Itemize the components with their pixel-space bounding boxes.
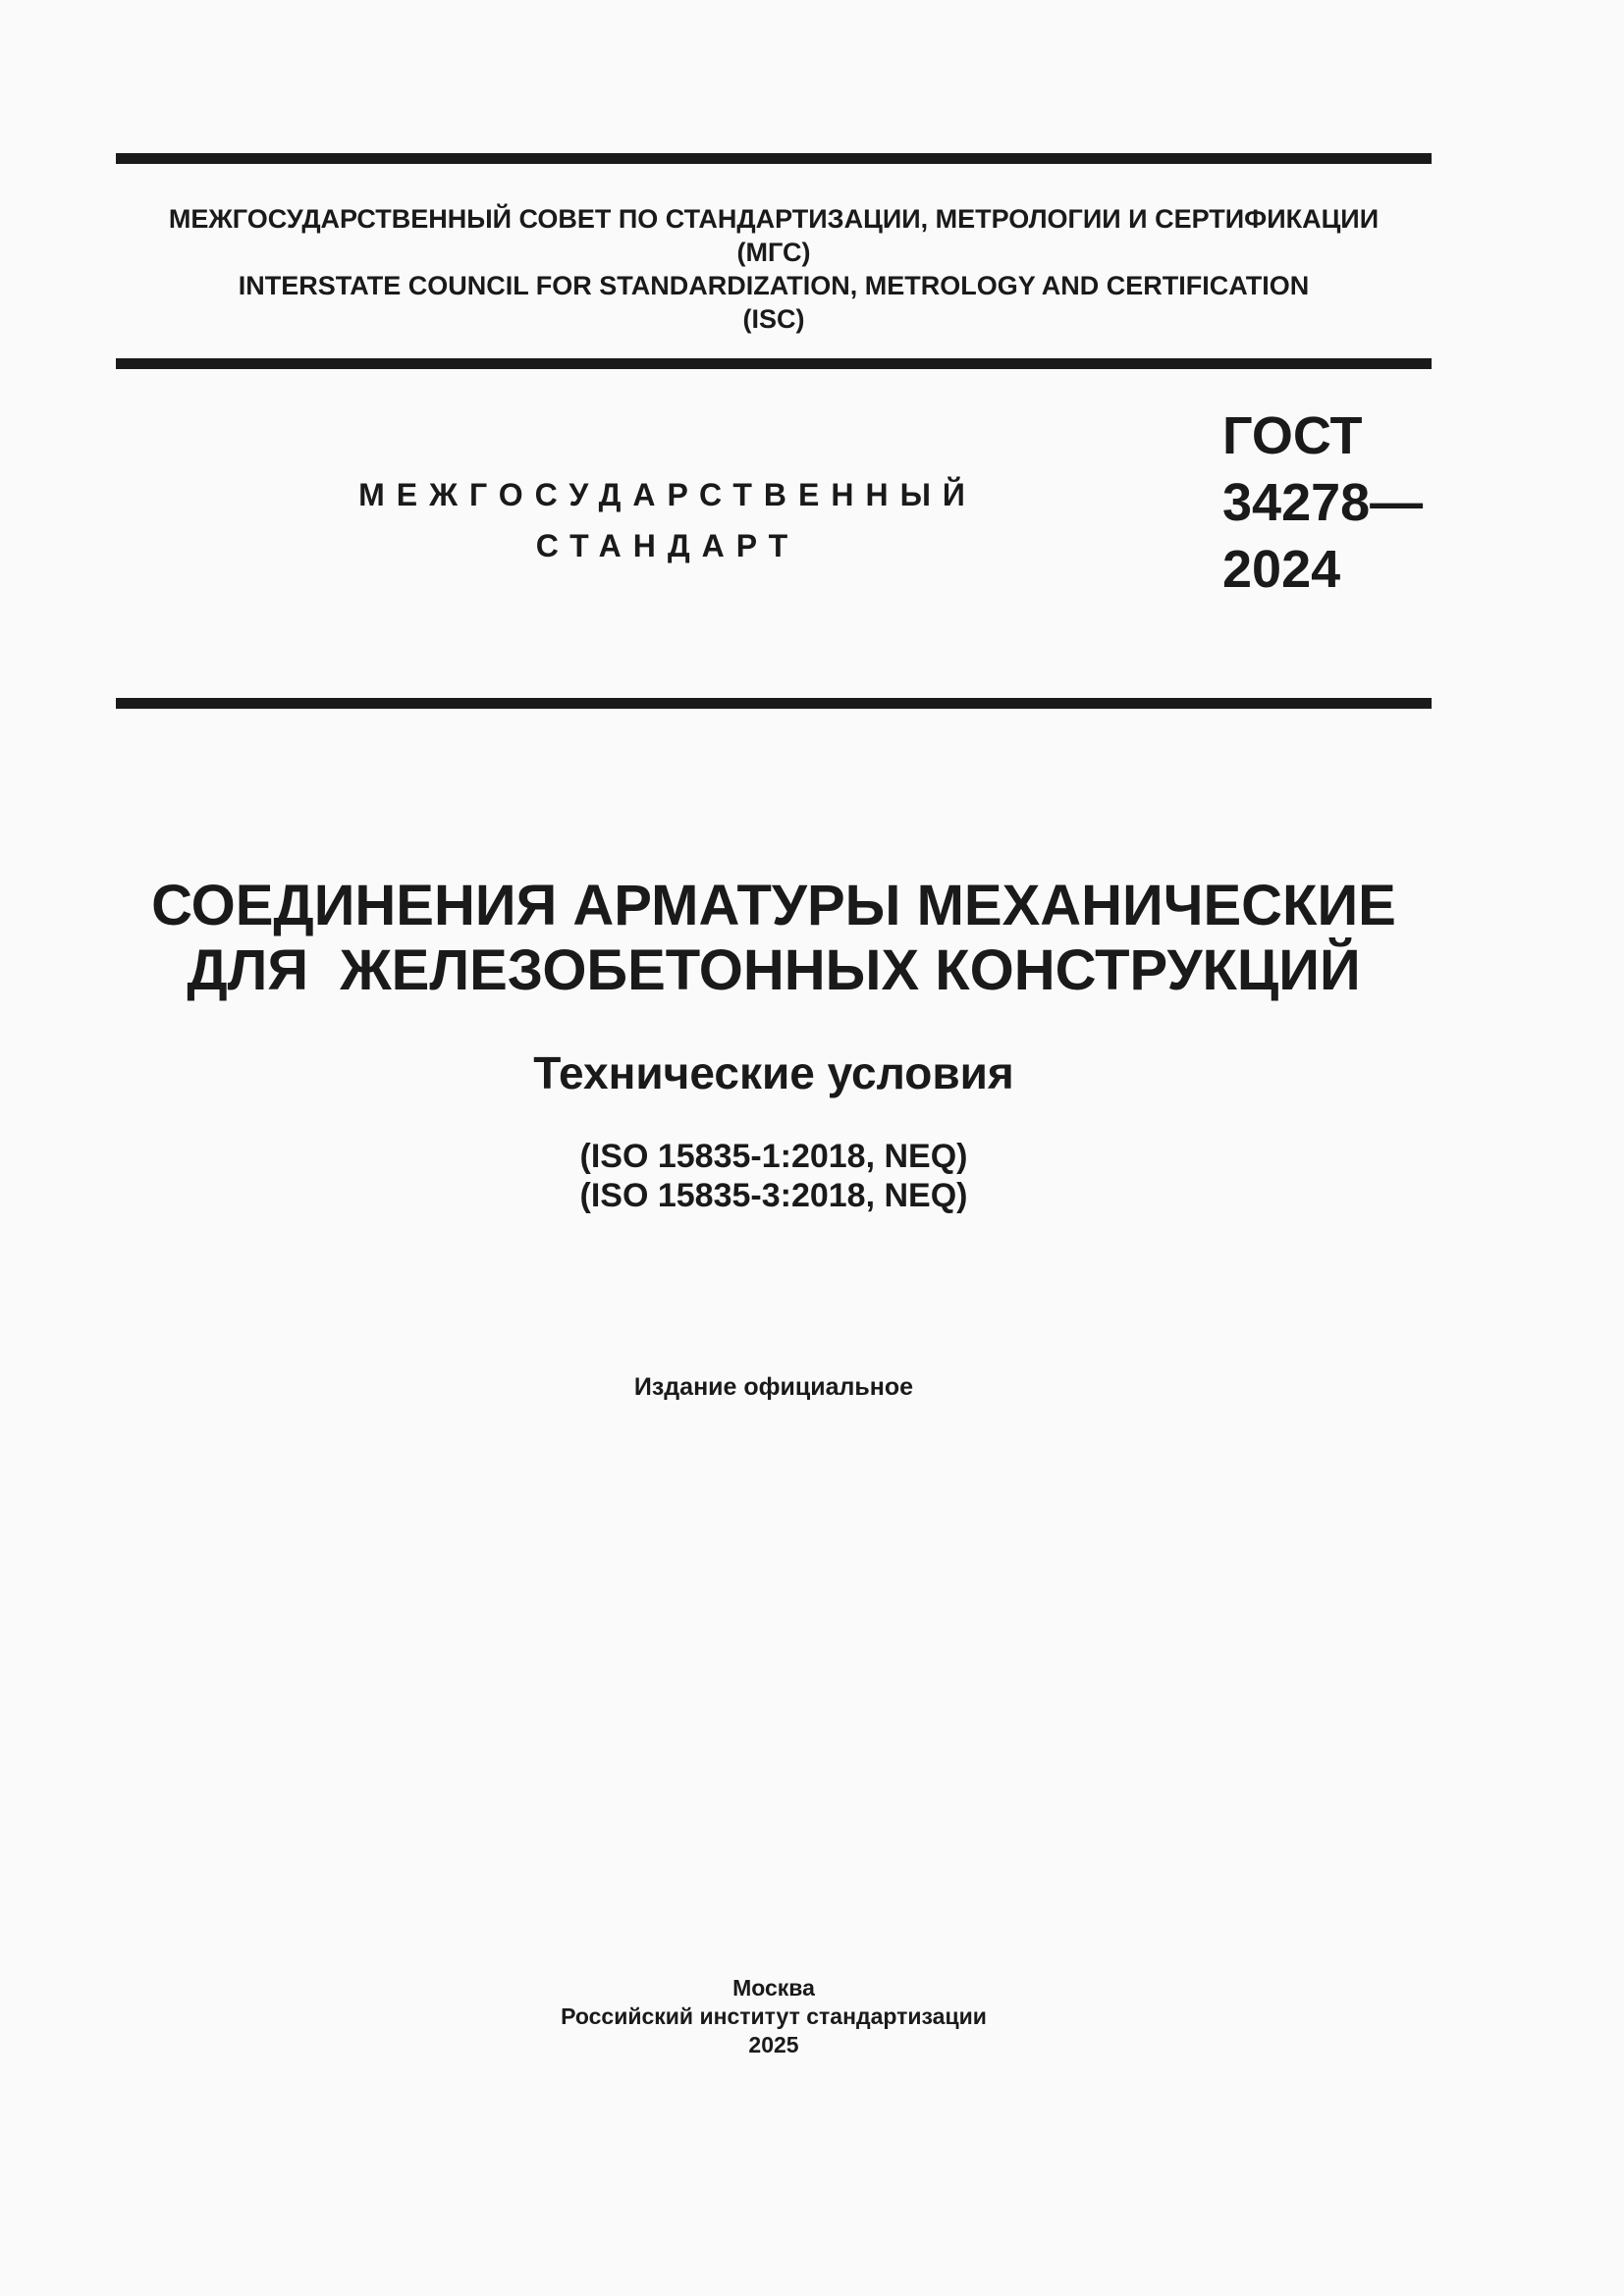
header-rule [116,358,1432,369]
imprint-city: Москва [732,1975,815,2001]
title-line-2: ДЛЯ ЖЕЛЕЗОБЕТОННЫХ КОНСТРУКЦИЙ [187,938,1361,1002]
imprint [116,1974,1432,2059]
gost-year: 2024 [1222,540,1341,599]
standard-type [295,469,1041,571]
document-title [116,874,1432,1003]
standard-type-line-2: СТАНДАРТ [535,528,800,563]
council-header [116,202,1432,336]
gost-number: 34278— [1222,473,1424,532]
imprint-year: 2025 [748,2032,799,2057]
edition-label: Издание официальное [633,1373,914,1401]
iso-references [116,1137,1432,1215]
imprint-publisher: Российский институт стандартизации [561,2003,987,2029]
document-subtitle: Технические условия [533,1047,1014,1098]
council-name-en: INTERSTATE COUNCIL FOR STANDARDIZATION, METROLOGY AND CERTIFICATION [238,271,1310,300]
gost-prefix: ГОСТ [1222,406,1363,465]
designation-rule [116,698,1432,709]
council-abbr-ru: (МГС) [736,238,811,267]
iso-reference-2: (ISO 15835-3:2018, NEQ) [579,1177,968,1214]
council-abbr-en: (ISC) [742,304,805,334]
iso-reference-1: (ISO 15835-1:2018, NEQ) [579,1138,968,1175]
gost-designation [1222,402,1423,603]
council-name-ru: МЕЖГОСУДАРСТВЕННЫЙ СОВЕТ ПО СТАНДАРТИЗАЦИИ, МЕТРОЛОГИИ И СЕРТИФИКАЦИИ [168,204,1380,234]
title-line-1: СОЕДИНЕНИЯ АРМАТУРЫ МЕХАНИЧЕСКИЕ [151,874,1396,937]
top-rule [116,153,1432,164]
standard-type-line-1: МЕЖГОСУДАРСТВЕННЫЙ [358,477,977,512]
